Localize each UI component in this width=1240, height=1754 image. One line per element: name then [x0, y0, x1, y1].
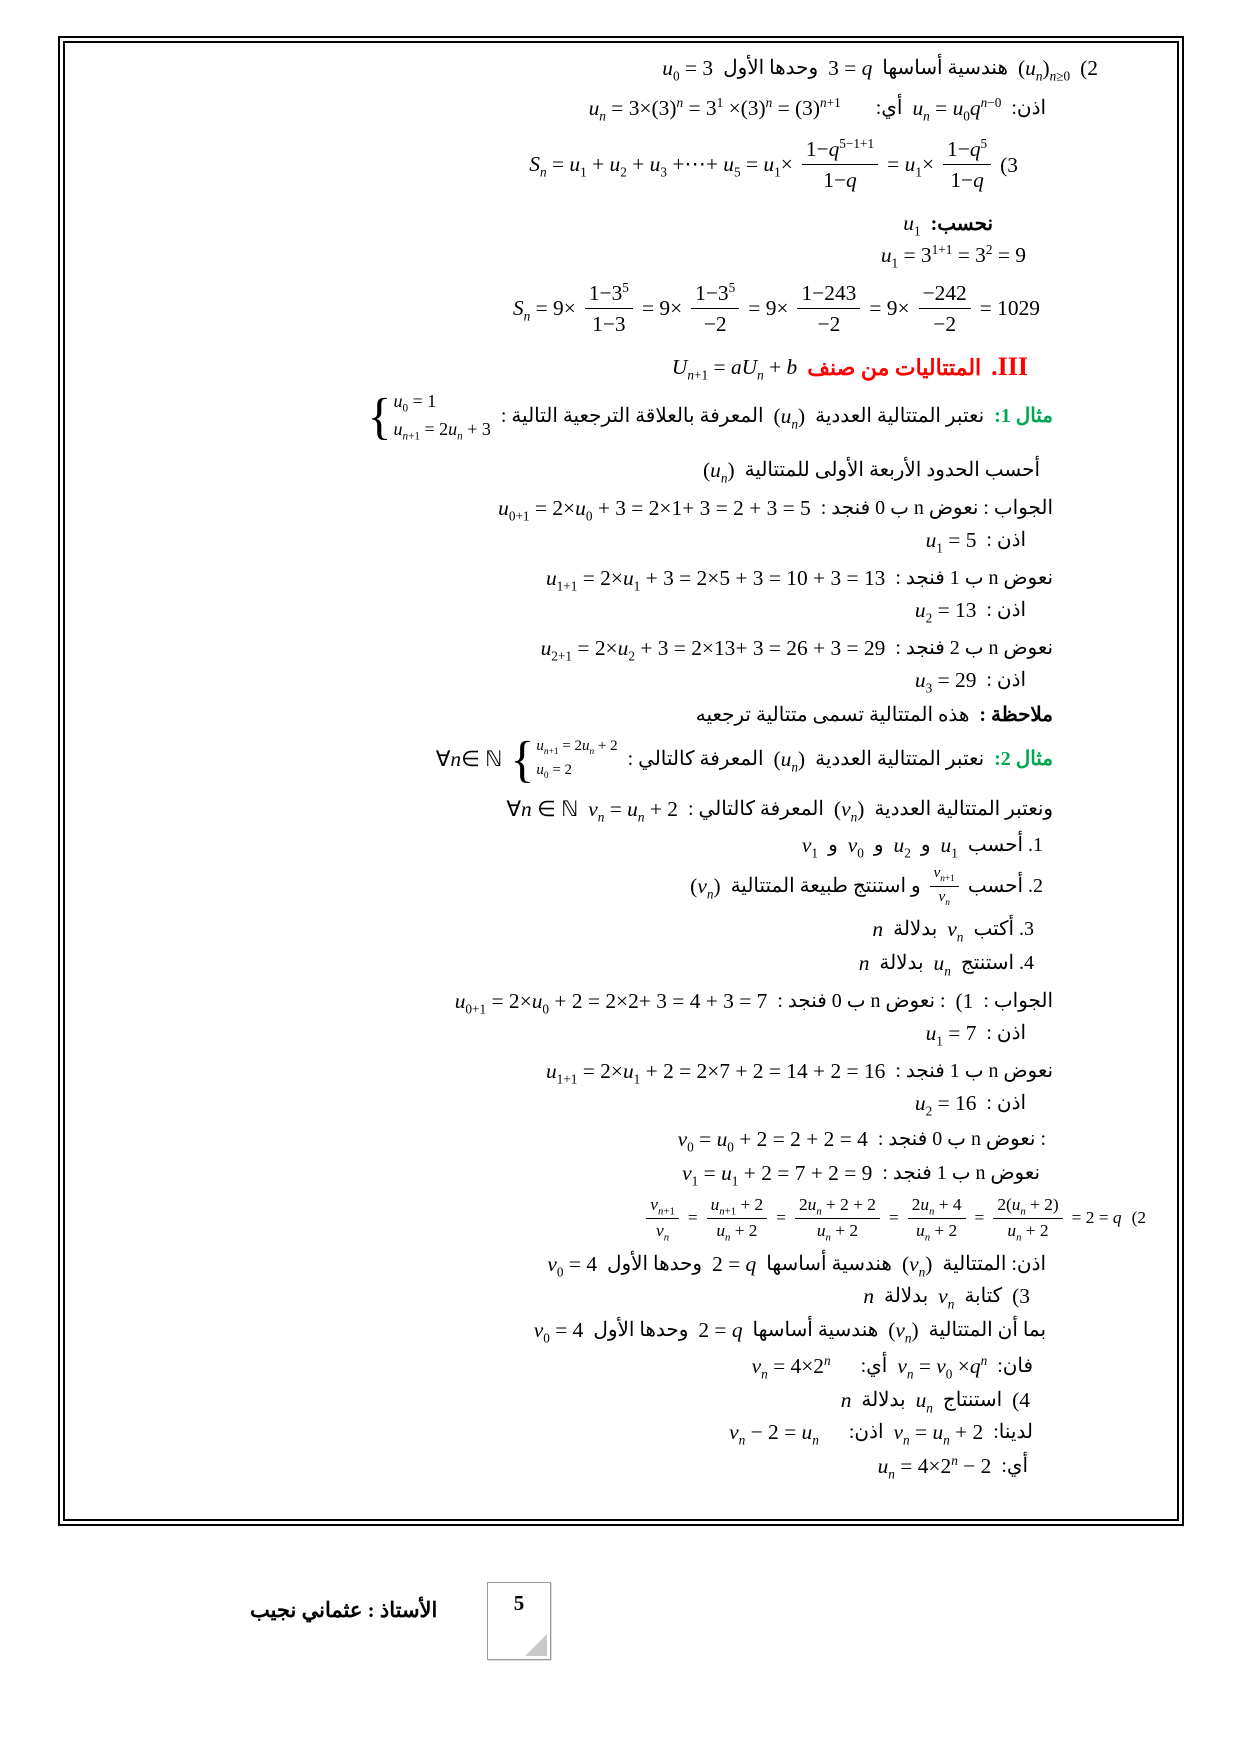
- math-run: (3: [1000, 152, 1018, 177]
- fraction: [585, 279, 633, 339]
- math-run: $u_1$: [940, 833, 958, 861]
- text-run: بدلالة: [879, 951, 924, 974]
- math-run: $(v_n)$: [833, 797, 865, 825]
- fraction: [795, 1194, 880, 1243]
- text-run: اذن:: [1011, 97, 1046, 120]
- cases-row: $u_0 = 1$: [393, 391, 437, 415]
- math-run: ∀n ∈ ℕ: [506, 797, 579, 822]
- text-run: أحسب الحدود الأربعة الأولى للمتتالية: [744, 458, 1040, 481]
- answer-n2: [79, 633, 1163, 663]
- text-run: : نعوض n ب 0 فنجد :: [777, 989, 946, 1012]
- math-run: $(v_n)$: [901, 1252, 933, 1280]
- math-run: $S_n = u_1 + u_2 + u_3$ +⋯+ $u_5 = u_1\times$: [529, 152, 793, 180]
- text-run: نعتبر المتتالية العددية: [815, 405, 985, 428]
- fraction-denominator: −2: [817, 311, 841, 336]
- text-run: المتتاليات من صنف: [807, 354, 982, 380]
- math-run: $u_n = u_0q^{n-0}$: [912, 94, 1002, 124]
- text-run: اذن:: [848, 1421, 884, 1444]
- math-run: $(u_n)$: [773, 404, 806, 432]
- math-run: $v_n = 4\times 2^n$: [751, 1353, 831, 1382]
- vn-general-term: [79, 1351, 1163, 1381]
- math-run: $v_n = v_0 \times q^n$: [897, 1353, 988, 1382]
- text-run: 3. أكتب: [973, 917, 1034, 940]
- text-run: نعتبر المتتالية العددية: [815, 747, 985, 770]
- math-run: $v_n = u_n + 2$: [893, 1420, 984, 1448]
- math-run: $u_1$: [903, 211, 921, 239]
- v1-computation: [79, 1158, 1163, 1188]
- text-run: اذن :: [986, 1091, 1026, 1114]
- math-run: $u_n$: [933, 950, 951, 978]
- question-2: [79, 864, 1163, 908]
- so2-u1: [79, 1018, 1163, 1048]
- cases-row: $u_{n+1} = 2u_n + 2$: [536, 738, 618, 758]
- fraction-denominator: 1−q: [823, 168, 857, 193]
- fraction-numerator: $1-q^{5-1+1}$: [802, 135, 878, 165]
- cases-row: $u_{n+1} = 2u_n + 3$: [393, 419, 491, 443]
- math-run: = $u_1\times$: [887, 152, 935, 180]
- text-run: اذن :: [986, 668, 1026, 691]
- math-run: $u_{0+1} = 2\times u_0 + 2 = 2\times 2+ 3 = 4 + 3 = 7$: [454, 988, 768, 1016]
- text-run: أي:: [1001, 1455, 1028, 1478]
- math-run: $u_1 = 5$: [925, 527, 977, 556]
- text-run: 2. أحسب: [967, 874, 1043, 897]
- math-run: $S_n = 9\times$: [512, 296, 576, 324]
- so-u2: [79, 595, 1163, 625]
- sum-computation: [79, 279, 1163, 339]
- folded-corner-icon: [525, 1634, 547, 1656]
- so-u1: [79, 525, 1163, 555]
- text-run: الجواب :: [983, 989, 1053, 1012]
- answer-n1: [79, 563, 1163, 593]
- fraction: [993, 1194, 1062, 1243]
- math-run: (1: [955, 988, 974, 1013]
- math-run: (2: [1131, 1208, 1146, 1228]
- section-title-III: [79, 350, 1163, 384]
- answer2-n0: [79, 986, 1163, 1016]
- text-run: ملاحظة :: [979, 703, 1053, 726]
- math-run: $(u_n)$: [703, 457, 735, 486]
- math-run: $v_n - 2 = u_n$: [729, 1420, 819, 1448]
- text-run: بما أن المتتالية: [928, 1319, 1046, 1342]
- page-number: 5: [513, 1591, 525, 1615]
- math-run: n: [840, 1388, 852, 1413]
- math-run: 3 = q: [828, 56, 873, 81]
- fraction-denominator: −2: [703, 311, 727, 336]
- math-run: $v_0 = 4$: [533, 1318, 584, 1346]
- cases-system: [367, 390, 491, 443]
- fraction-denominator: $u_n + 2$: [1007, 1221, 1049, 1244]
- fraction-numerator: −242: [919, 279, 971, 309]
- text-run: لدينا:: [993, 1421, 1033, 1444]
- un-from-vn: [79, 1417, 1163, 1447]
- text-run: الجواب : نعوض n ب 0 فنجد :: [820, 496, 1053, 519]
- text-run: نعوض n ب 2 فنجد :: [895, 636, 1053, 659]
- fraction-denominator: $u_n + 2$: [816, 1221, 859, 1244]
- text-run: اذن :: [986, 1021, 1026, 1044]
- math-run: (4: [1012, 1388, 1030, 1413]
- text-run: وحدها الأول: [607, 1253, 703, 1276]
- text-run: اذن: المتتالية: [942, 1253, 1046, 1276]
- math-run: $u_1 = 3^{1+1} = 3^2 = 9$: [880, 242, 1026, 271]
- conclusion-geometric-vn: [79, 1249, 1163, 1279]
- text-run: و استنتج طبيعة المتتالية: [730, 874, 921, 897]
- fraction-numerator: $2u_n + 2 + 2$: [795, 1194, 880, 1219]
- math-run: $v_0 = 4$: [547, 1252, 598, 1280]
- fraction-numerator: $1-3^5$: [585, 279, 633, 309]
- text-run: بدلالة: [861, 1389, 906, 1412]
- math-run: $u_{0+1} = 2\times u_0 + 3 = 2\times 1+ 3 = 2 + 3 = 5$: [498, 495, 811, 524]
- math-run: $v_n$: [947, 916, 964, 944]
- text-run: هذه المتتالية تسمى متتالية ترجعيه: [695, 703, 970, 726]
- text-run: استنتاج: [942, 1389, 1003, 1412]
- text-run: و: [828, 834, 838, 857]
- teacher-credit: الأستاذ : عثماني نجيب: [250, 1598, 438, 1622]
- text-run: اذن :: [986, 598, 1026, 621]
- text-run: أي:: [875, 97, 903, 120]
- general-term-derivation: [79, 93, 1163, 123]
- fraction-denominator: $v_n$: [656, 1221, 670, 1244]
- text-run: اذن :: [986, 528, 1026, 551]
- math-run: $u_{1+1} = 2\times u_1 + 2 = 2\times 7 + 2 = 14 + 2 = 16$: [545, 1058, 886, 1086]
- so-u3: [79, 665, 1163, 695]
- math-run: (3: [1012, 1284, 1030, 1309]
- math-run: =: [687, 1208, 698, 1228]
- text-run: هندسية أساسها: [882, 57, 1008, 80]
- math-run: $u_3 = 29$: [914, 667, 977, 696]
- fraction: [943, 135, 991, 195]
- text-run: المعرفة كالتالي :: [688, 798, 824, 821]
- math-run: = 9×: [641, 296, 683, 321]
- u1-value: [79, 241, 1163, 271]
- text-run: وحدها الأول: [723, 57, 819, 80]
- cases-system: [435, 730, 618, 787]
- fraction: [646, 1194, 679, 1243]
- fraction: [802, 135, 878, 195]
- fraction-numerator: $2u_n + 4$: [908, 1194, 966, 1219]
- fraction-denominator: 1−3: [592, 311, 626, 336]
- question-first-four-terms: [79, 455, 1163, 485]
- text-run: فان:: [997, 1355, 1033, 1378]
- cases-brace: {: [510, 730, 535, 787]
- fraction-numerator: $2(u_n + 2)$: [993, 1194, 1062, 1219]
- math-run: $(v_n)$: [888, 1318, 919, 1346]
- geometric-conclusion-2: [79, 53, 1163, 83]
- answer2-n1: [79, 1056, 1163, 1086]
- since-geometric: [79, 1315, 1163, 1345]
- text-run: المعرفة كالتالي :: [627, 747, 764, 770]
- math-run: n: [863, 1284, 875, 1309]
- text-run: ونعتبر المتتالية العددية: [874, 798, 1053, 821]
- math-run: =: [888, 1208, 899, 1228]
- cases-rows: [536, 737, 617, 781]
- text-run: نحسب:: [930, 212, 993, 235]
- math-run: $(v_n)$: [690, 873, 721, 902]
- text-run: : نعوض n ب 0 فنجد :: [877, 1127, 1046, 1150]
- math-run: .III: [991, 352, 1028, 382]
- fraction: [691, 279, 739, 339]
- math-run: = 9×: [869, 296, 910, 321]
- un-final: [79, 1451, 1163, 1481]
- text-run: بدلالة: [893, 917, 938, 940]
- vn-definition: [79, 794, 1163, 824]
- text-run: 1. أحسب: [967, 834, 1043, 857]
- math-run: (2: [1080, 56, 1098, 81]
- fraction-numerator: $v_{n+1}$: [930, 864, 959, 886]
- math-run: $v_n = u_n + 2$: [588, 797, 678, 825]
- ratio-computation: [79, 1194, 1163, 1243]
- text-run: نعوض n ب 1 فنجد :: [895, 1059, 1053, 1082]
- math-run: $U_{n+1} = aU_n + b$: [671, 354, 798, 383]
- compute-u1-heading: [79, 209, 1163, 239]
- math-run: $v_0$: [847, 833, 864, 861]
- question-4: [79, 948, 1163, 978]
- text-run: بدلالة: [884, 1285, 929, 1308]
- fraction-numerator: $v_{n+1}$: [646, 1194, 679, 1219]
- remark-recursive: [79, 700, 1163, 730]
- fraction-denominator: 1−q: [950, 168, 984, 193]
- text-run: مثال 1:: [994, 405, 1053, 428]
- math-run: $v_1$: [801, 833, 819, 861]
- question-3: [79, 914, 1163, 944]
- math-run: = 2 = q: [1071, 1208, 1122, 1228]
- math-run: =: [974, 1208, 985, 1228]
- part4-heading: [79, 1385, 1163, 1415]
- text-run: هندسية أساسها: [752, 1319, 879, 1342]
- fraction: [919, 279, 971, 339]
- cases-brace: {: [367, 388, 392, 445]
- text-run: مثال 2:: [994, 747, 1053, 770]
- fraction-numerator: $1-3^5$: [691, 279, 739, 309]
- text-run: وحدها الأول: [593, 1319, 689, 1342]
- math-run: ∀n∈ ℕ: [435, 746, 503, 771]
- fraction: [707, 1194, 768, 1243]
- math-run: =: [776, 1208, 786, 1228]
- math-run: 2 = q: [712, 1252, 757, 1277]
- text-run: نعوض n ب 1 فنجد :: [895, 566, 1053, 589]
- math-run: $u_n$: [915, 1388, 933, 1416]
- fraction: [930, 864, 959, 908]
- math-run: $u_{1+1} = 2\times u_1 + 3 = 2\times 5 + 3 = 10 + 3 = 13$: [545, 565, 886, 594]
- text-run: هندسية أساسها: [766, 1253, 892, 1276]
- text-run: 4. استنتج: [960, 951, 1034, 974]
- text-run: المعرفة بالعلاقة الترجعية التالية :: [500, 405, 764, 428]
- question-1: [79, 830, 1163, 860]
- part3-heading: [79, 1281, 1163, 1311]
- math-run: $u_n = 3\times(3)^n = 3^1 \times(3)^n = (3)^{n+1}$: [588, 94, 841, 124]
- math-run: $u_2$: [893, 833, 911, 861]
- math-run: $(u_n)$: [773, 746, 806, 775]
- math-run: $v_0 = u_0 + 2 = 2 + 2 = 4$: [677, 1126, 868, 1154]
- math-run: $v_n$: [938, 1284, 955, 1312]
- fraction-numerator: 1−243: [797, 279, 860, 309]
- sum-formula: [79, 135, 1163, 195]
- page-number-box: [487, 1582, 551, 1660]
- text-run: نعوض n ب 1 فنجد :: [882, 1161, 1040, 1184]
- text-run: و: [873, 834, 884, 857]
- math-run: = 1029: [979, 296, 1040, 321]
- text-run: كتابة: [964, 1285, 1003, 1308]
- fraction-denominator: −2: [933, 311, 957, 336]
- example-2: [79, 730, 1163, 787]
- math-run: n: [858, 950, 870, 975]
- example-1: [79, 390, 1163, 443]
- math-run: 2 = q: [698, 1318, 743, 1343]
- content-frame: [58, 36, 1184, 1526]
- math-run: $u_n = 4\times 2^n - 2$: [877, 1453, 992, 1482]
- math-run: n: [872, 916, 884, 941]
- math-run: $u_1 = 7$: [925, 1020, 977, 1048]
- fraction: [797, 279, 860, 339]
- math-run: = 9×: [748, 296, 789, 321]
- math-run: $(u_n)_{n\ge 0}$: [1017, 55, 1071, 84]
- cases-rows: [394, 390, 491, 443]
- text-run: و: [920, 834, 931, 857]
- fraction-denominator: $u_n + 2$: [916, 1221, 958, 1244]
- text-run: أي:: [860, 1355, 888, 1378]
- fraction-denominator: $v_n$: [938, 888, 950, 908]
- answer-n0: [79, 493, 1163, 523]
- fraction: [908, 1194, 966, 1243]
- cases-row: $u_0 = 2$: [536, 761, 573, 781]
- math-run: $u_{2+1} = 2\times u_2 + 3 = 2\times 13+ 3 = 26 + 3 = 29$: [540, 635, 886, 664]
- math-run: $u_0 = 3$: [662, 55, 714, 84]
- fraction-numerator: $u_{n+1} + 2$: [707, 1194, 768, 1219]
- fraction-numerator: $1-q^5$: [943, 135, 991, 165]
- math-run: $u_2 = 16$: [914, 1090, 977, 1118]
- v0-computation: [79, 1124, 1163, 1154]
- so2-u2: [79, 1088, 1163, 1118]
- math-run: $u_2 = 13$: [914, 597, 977, 626]
- math-run: $v_1 = u_1 + 2 = 7 + 2 = 9$: [682, 1160, 873, 1188]
- fraction-denominator: $u_n + 2$: [716, 1221, 758, 1244]
